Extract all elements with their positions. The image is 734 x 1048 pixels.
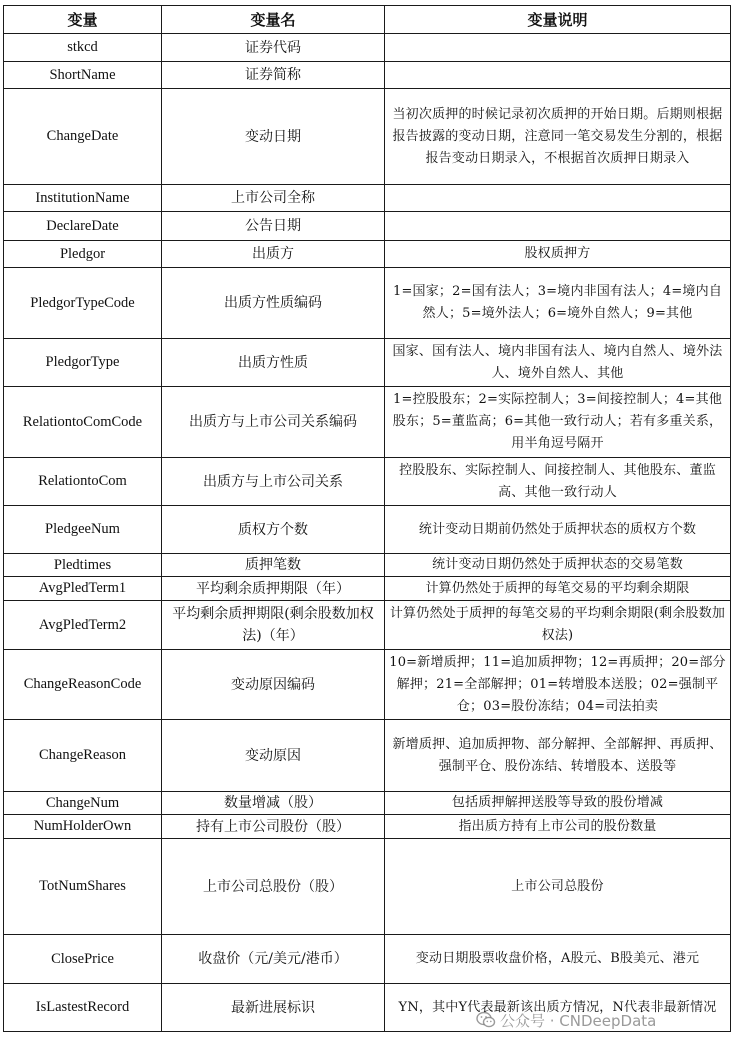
variable-description: 指出质方持有上市公司的股份数量 (385, 815, 731, 839)
variable-code: ChangeReasonCode (4, 650, 162, 720)
variable-description: 10=新增质押；11=追加质押物；12=再质押；20=部分解押；21=全部解押；01=转增股本送股；02=强制平仓；03=股份冻结；04=司法拍卖 (385, 650, 731, 720)
variable-name: 出质方性质 (162, 339, 385, 387)
variable-code: PledgorType (4, 339, 162, 387)
table-row (4, 935, 731, 984)
watermark (476, 1006, 656, 1034)
variable-name: 上市公司总股份（股） (162, 839, 385, 935)
variable-description: 1=控股股东；2=实际控制人；3=间接控制人；4=其他股东；5=董监高；6=其他一致行动人；若有多重关系，用半角逗号隔开 (385, 387, 731, 458)
variable-code: ChangeNum (4, 792, 162, 815)
variable-description: 当初次质押的时候记录初次质押的开始日期。后期则根据报告披露的变动日期，注意同一笔交易发生分割的，根据报告变动日期录入，不根据首次质押日期录入 (385, 89, 731, 185)
variable-name: 证券代码 (162, 34, 385, 62)
variable-description: 新增质押、追加质押物、部分解押、全部解押、再质押、强制平仓、股份冻结、转增股本、送股等 (385, 720, 731, 792)
variable-description: 计算仍然处于质押的每笔交易的平均剩余期限(剩余股数加权法) (385, 601, 731, 650)
variable-description: 1=国家；2=国有法人；3=境内非国有法人；4=境内自然人；5=境外法人；6=境外自然人；9=其他 (385, 268, 731, 339)
variable-description: 国家、国有法人、境内非国有法人、境内自然人、境外法人、境外自然人、其他 (385, 339, 731, 387)
variable-code: DeclareDate (4, 212, 162, 241)
table-row (4, 185, 731, 212)
table-row (4, 268, 731, 339)
header-variable-name: 变量名 (162, 6, 385, 34)
table-row (4, 577, 731, 601)
variable-name: 出质方与上市公司关系编码 (162, 387, 385, 458)
table-row (4, 792, 731, 815)
header-variable-description: 变量说明 (385, 6, 731, 34)
variable-description: 计算仍然处于质押的每笔交易的平均剩余期限 (385, 577, 731, 601)
table-row (4, 34, 731, 62)
variable-code: IsLastestRecord (4, 984, 162, 1032)
variable-name: 出质方性质编码 (162, 268, 385, 339)
variable-name: 出质方 (162, 241, 385, 268)
variable-description: YN，其中Y代表最新该出质方情况，N代表非最新情况 (385, 984, 731, 1032)
variable-name: 变动日期 (162, 89, 385, 185)
table-row (4, 815, 731, 839)
table-row (4, 89, 731, 185)
variable-description: 股权质押方 (385, 241, 731, 268)
variable-name: 持有上市公司股份（股） (162, 815, 385, 839)
table-row (4, 506, 731, 554)
variable-description: 上市公司总股份 (385, 839, 731, 935)
variable-code: stkcd (4, 34, 162, 62)
variable-name: 平均剩余质押期限(剩余股数加权法)（年） (162, 601, 385, 650)
variable-code: NumHolderOwn (4, 815, 162, 839)
variable-code: AvgPledTerm2 (4, 601, 162, 650)
variable-description (385, 62, 731, 89)
variable-name: 质权方个数 (162, 506, 385, 554)
table-row (4, 62, 731, 89)
table-row (4, 387, 731, 458)
variable-name: 质押笔数 (162, 554, 385, 577)
table-row (4, 839, 731, 935)
variable-code: ShortName (4, 62, 162, 89)
variable-name: 出质方与上市公司关系 (162, 458, 385, 506)
table-row (4, 212, 731, 241)
header-variable: 变量 (4, 6, 162, 34)
variable-description: 控股股东、实际控制人、间接控制人、其他股东、董监高、其他一致行动人 (385, 458, 731, 506)
variable-description: 包括质押解押送股等导致的股份增减 (385, 792, 731, 815)
variable-name: 变动原因 (162, 720, 385, 792)
table-row (4, 339, 731, 387)
variable-code: InstitutionName (4, 185, 162, 212)
table-row (4, 554, 731, 577)
variable-name: 公告日期 (162, 212, 385, 241)
variable-name: 证券简称 (162, 62, 385, 89)
variable-name: 数量增减（股） (162, 792, 385, 815)
variable-code: Pledgor (4, 241, 162, 268)
variable-description (385, 185, 731, 212)
variable-code: ClosePrice (4, 935, 162, 984)
variable-code: ChangeDate (4, 89, 162, 185)
variable-code: AvgPledTerm1 (4, 577, 162, 601)
variable-code: ChangeReason (4, 720, 162, 792)
table-row (4, 601, 731, 650)
variable-name: 最新进展标识 (162, 984, 385, 1032)
table-row (4, 458, 731, 506)
variable-code: PledgorTypeCode (4, 268, 162, 339)
variable-name: 收盘价（元/美元/港币） (162, 935, 385, 984)
variable-code: TotNumShares (4, 839, 162, 935)
table-row (4, 241, 731, 268)
variable-name: 平均剩余质押期限（年） (162, 577, 385, 601)
variable-description: 统计变动日期仍然处于质押状态的交易笔数 (385, 554, 731, 577)
variable-description (385, 212, 731, 241)
variable-name: 变动原因编码 (162, 650, 385, 720)
variable-name: 上市公司全称 (162, 185, 385, 212)
table-row (4, 720, 731, 792)
variable-code: RelationtoComCode (4, 387, 162, 458)
variable-description: 变动日期股票收盘价格，A股元、B股美元、港元 (385, 935, 731, 984)
variable-description (385, 34, 731, 62)
variable-code: RelationtoCom (4, 458, 162, 506)
variable-code: Pledtimes (4, 554, 162, 577)
table-row (4, 650, 731, 720)
table-header-row (4, 6, 731, 34)
watermark-text: 公众号 · CNDeepData (500, 1011, 657, 1030)
wechat-icon (476, 1011, 496, 1029)
variable-description: 统计变动日期前仍然处于质押状态的质权方个数 (385, 506, 731, 554)
variable-code: PledgeeNum (4, 506, 162, 554)
variable-table (3, 5, 731, 1032)
